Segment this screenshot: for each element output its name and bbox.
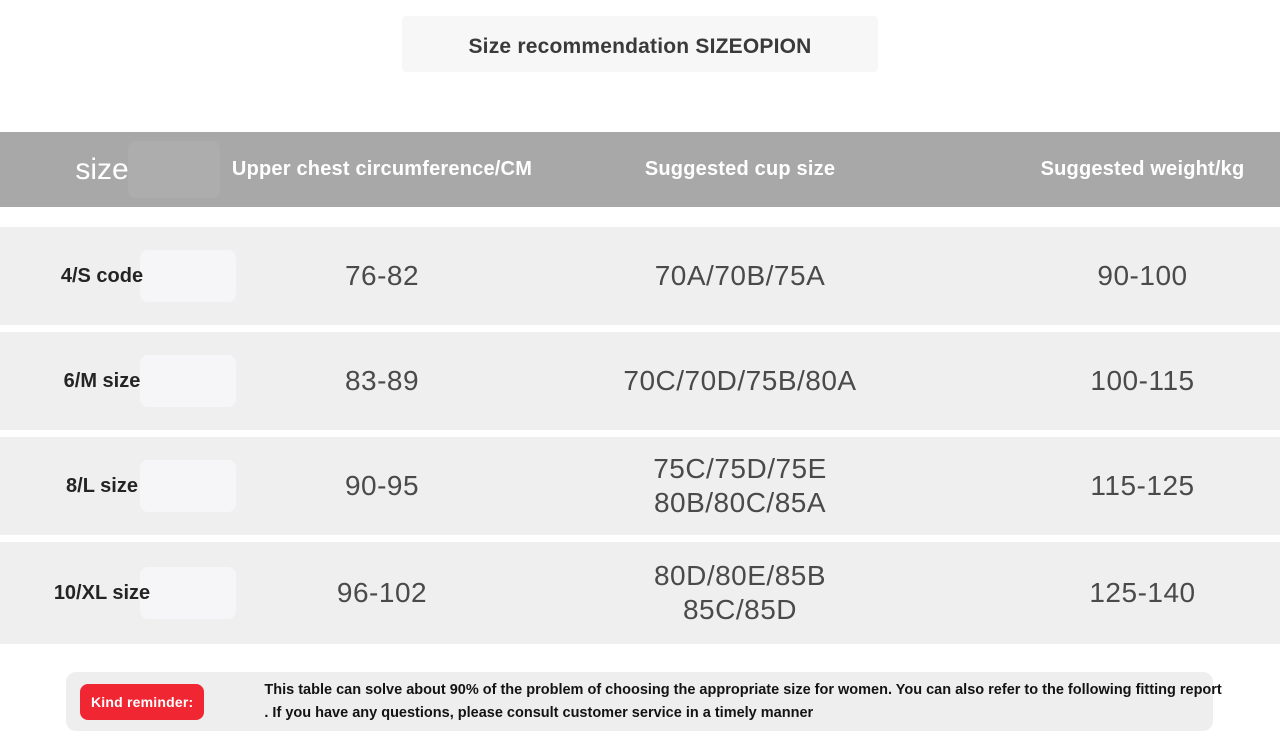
size-label: 8/L size — [66, 474, 138, 497]
cup-cell — [560, 559, 920, 627]
cup-cell — [560, 364, 920, 398]
cup-line: 85C/85D — [682, 594, 797, 625]
chest-cell: 96-102 — [336, 577, 428, 608]
weight-cell: 115-125 — [1090, 470, 1195, 501]
kind-reminder-box — [66, 672, 1222, 731]
size-label: 10/XL size — [53, 581, 151, 604]
table-row — [0, 227, 1280, 325]
cup-line: 80D/80E/85B — [653, 560, 827, 591]
size-label: 6/M size — [63, 369, 141, 392]
cup-cell — [560, 452, 920, 520]
header-weight: Suggested weight/kg — [1040, 158, 1245, 180]
size-label: 4/S code — [60, 264, 144, 287]
header-cup: Suggested cup size — [644, 158, 836, 180]
weight-cell: 125-140 — [1089, 577, 1196, 608]
table-row — [0, 332, 1280, 430]
header-size: size — [75, 152, 129, 186]
size-cell — [0, 265, 204, 288]
cup-line: 70A/70B/75A — [654, 260, 826, 291]
chest-cell: 90-95 — [344, 470, 420, 501]
table-row — [0, 437, 1280, 535]
reminder-line-1: This table can solve about 90% of the problem of choosing the appropriate size for women. You can also refer to the following fitting report — [264, 681, 1222, 698]
weight-cell: 90-100 — [1097, 260, 1188, 291]
kind-reminder-badge: Kind reminder: — [80, 684, 204, 720]
size-cell — [0, 370, 204, 393]
weight-cell: 100-115 — [1090, 365, 1195, 396]
table-row — [0, 542, 1280, 644]
chest-cell: 76-82 — [344, 260, 420, 291]
header-chest: Upper chest circumference/CM — [231, 158, 533, 180]
size-cell — [0, 582, 204, 605]
cup-cell — [560, 259, 920, 293]
reminder-text — [264, 679, 1221, 725]
cup-line: 75C/75D/75E — [653, 453, 827, 484]
cup-line: 80B/80C/85A — [653, 487, 827, 518]
cup-line: 70C/70D/75B/80A — [623, 365, 857, 396]
chest-cell: 83-89 — [344, 365, 420, 396]
table-header-row — [0, 132, 1280, 207]
page-title: Size recommendation SIZEOPION — [468, 35, 812, 58]
size-cell — [0, 475, 204, 498]
reminder-line-2: . If you have any questions, please consult customer service in a timely manner — [264, 704, 814, 721]
